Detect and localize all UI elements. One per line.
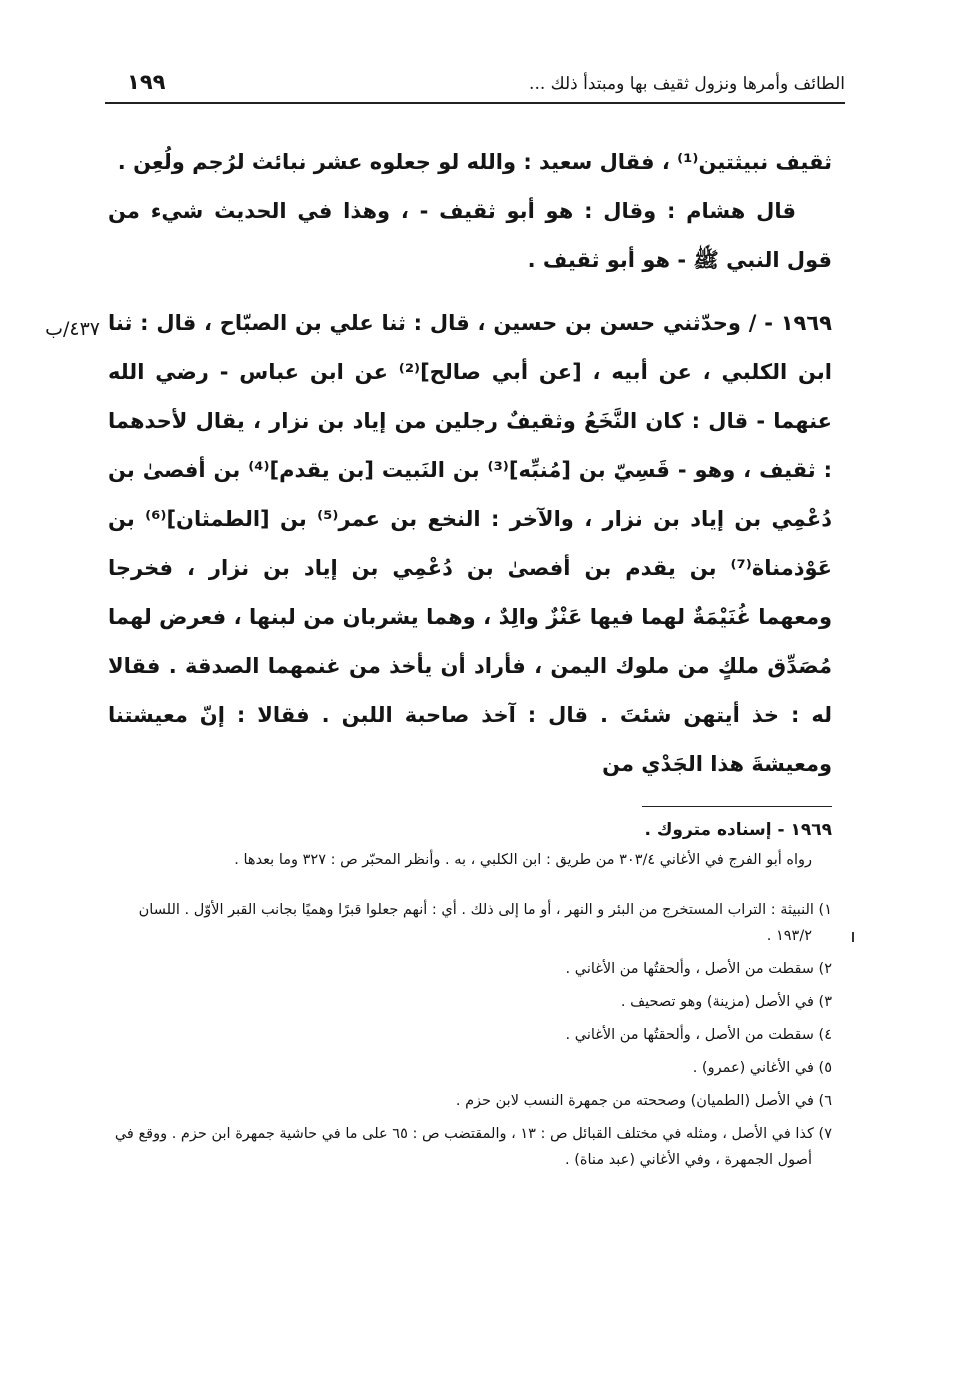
main-text: [108, 138, 832, 789]
footnote-list: [108, 897, 832, 1173]
manuscript-folio-ref: ٤٣٧/ب: [45, 318, 100, 340]
scan-mark: [852, 932, 854, 942]
footnote-6: ٦) في الأصل (الطميان) وصححته من جمهرة النسب لابن حزم .: [455, 1093, 832, 1109]
footnote-separator: [642, 806, 832, 807]
footnote-2: ٢) سقطت من الأصل ، وألحقتُها من الأغاني .: [565, 961, 832, 977]
footnotes-section: [108, 814, 832, 1180]
takhrij-text: رواه أبو الفرج في الأغاني ٣٠٣/٤ من طريق : ابن الكلبي ، به . وأنظر المحبّر ص : ٣٢٧ وما بعدها .: [234, 852, 812, 868]
footnote-5: ٥) في الأغاني (عمرو) .: [692, 1060, 832, 1076]
footnote-1: ١) النبيثة : التراب المستخرج من البئر و النهر ، أو ما إلى ذلك . أي : أنهم جعلوا قبرًا وهميًا بجانب القبر الأوّل . اللسان ١٩٣/٢ .: [138, 902, 832, 944]
paragraph-1: ثقيف نبيثتين⁽¹⁾ ، فقال سعيد : والله لو جعلوه عشر نبائث لرُجم ولُعِن .: [117, 150, 832, 174]
footnote-7: ٧) كذا في الأصل ، ومثله في مختلف القبائل ص : ١٣ ، والمقتضب ص : ٦٥ على ما في حاشية جمهرة ابن حزم . ووقع في أصول الجمهرة ، وفي الأغاني (عبد مناة) .: [114, 1126, 832, 1168]
paragraph-2: قال هشام : وقال : هو أبو ثقيف - ، وهذا في الحديث شيء من قول النبي ﷺ - هو أبو ثقيف .: [108, 199, 832, 272]
footnote-4: ٤) سقطت من الأصل ، وألحقتُها من الأغاني .: [565, 1027, 832, 1043]
hadith-1969: ١٩٦٩ - / وحدّثني حسن بن حسين ، قال : ثنا علي بن الصبّاح ، قال : ثنا ابن الكلبي ، عن أبيه ، [عن أبي صالح]⁽²⁾ عن ابن عباس - رضي الله عنهما - قال : كان النَّخَعُ وثقيفٌ رجلين من إياد بن نزار ، يقال لأحدهما : ثقيف ، وهو - قَسِيّ بن [مُنبِّه]⁽³⁾ بن النَبيت [بن يقدم]⁽⁴⁾ بن أفصىٰ بن دُعْمِي بن إياد بن نزار ، والآخر : النخع بن عمر⁽⁵⁾ بن [الطمثان]⁽⁶⁾ بن عَوْذمناة⁽⁷⁾ بن يقدم بن أفصىٰ بن دُعْمِي بن إياد بن نزار ، فخرجا ومعهما غُنَيْمَةٌ لهما فيها عَنْزٌ والِدٌ ، وهما يشربان من لبنها ، فعرض لهما مُصَدِّق ملكٍ من ملوك اليمن ، فأراد أن يأخذ من غنمهما الصدقة . فقالا له : خذ أيتهن شئتَ . قال : آخذ صاحبة اللبن . فقالا : إنّ معيشتنا ومعيشةَ هذا الجَدْي من: [108, 311, 833, 776]
header-title: الطائف وأمرها ونزول ثقيف بها ومبتدأ ذلك ...: [529, 74, 845, 94]
footnote-3: ٣) في الأصل (مزينة) وهو تصحيف .: [620, 994, 832, 1010]
running-header: [105, 68, 845, 104]
page-number: ١٩٩: [127, 70, 166, 94]
takhrij-heading: ١٩٦٩ - إسناده متروك .: [644, 820, 832, 840]
